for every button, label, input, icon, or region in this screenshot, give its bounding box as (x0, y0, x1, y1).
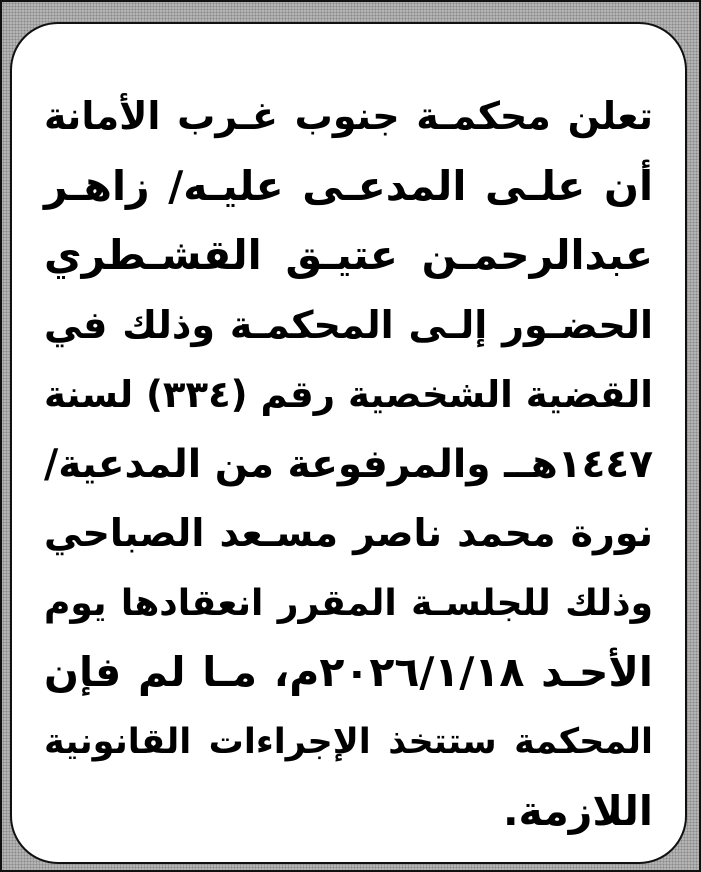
notice-line-2: أن علـى المدعـى عليـه/ زاهـر (44, 161, 653, 210)
notice-line-11: اللازمة. (502, 787, 653, 835)
notice-line-7: نورة محمد ناصر مسـعد الصباحي (44, 511, 653, 555)
notice-line-6: ١٤٤٧هــ والمرفوعة من المدعية/ (44, 441, 653, 487)
notice-line-4: الحضـور إلـى المحكمـة وذلك في (44, 302, 653, 347)
notice-line-9: الأحـد ٢٠٢٦/١/١٨م، مـا لم فإن (44, 648, 653, 696)
notice-line-10: المحكمة ستتخذ الإجراءات القانونية (44, 721, 653, 762)
notice-line-8: وذلك للجلسـة المقرر انعقادها يوم (44, 582, 653, 624)
notice-line-5: القضية الشخصية رقم (٣٣٤) لسنة (44, 373, 653, 416)
court-notice-card (10, 22, 687, 864)
notice-line-3: عبدالرحمـن عتيـق القشـطري (44, 231, 653, 279)
court-notice-text (44, 82, 653, 847)
notice-line-1: تعلن محكمـة جنوب غـرب الأمانة (44, 94, 653, 138)
